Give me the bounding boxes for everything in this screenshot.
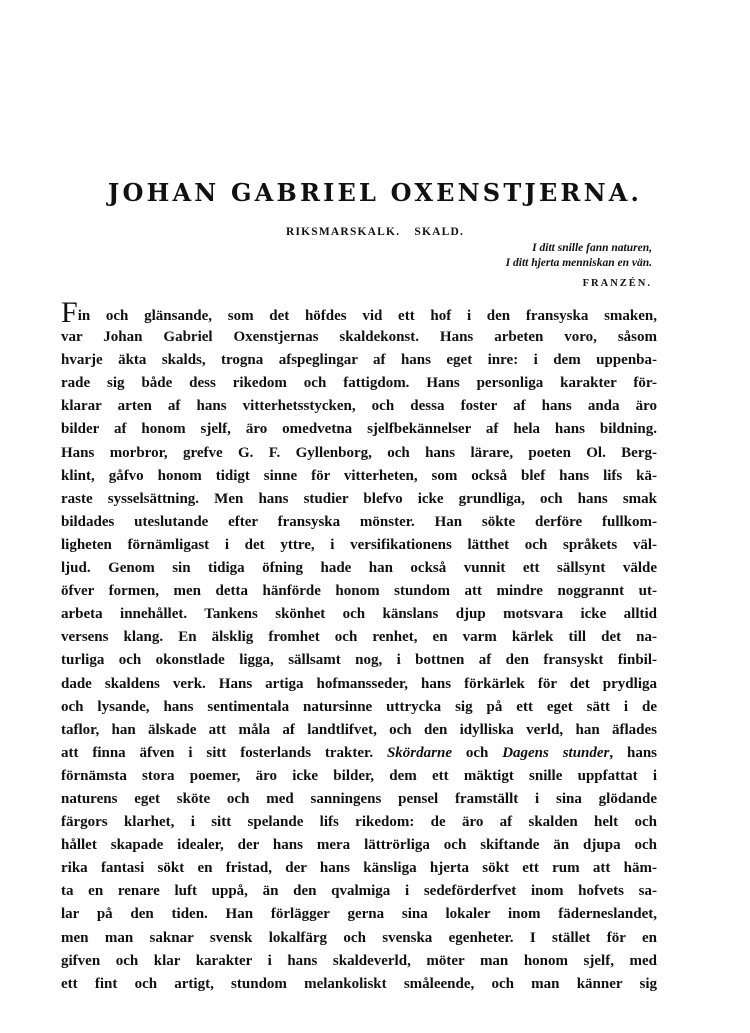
text-line: rika fantasi sökt en fristad, der hans känsliga hjerta sökt ett rum att häm- (61, 860, 657, 877)
text-line: ta en renare luft uppå, än den qvalmiga i sedeförderfvet inom hofvets sa- (61, 883, 657, 900)
text-line: versens klang. En älsklig fromhet och renhet, en varm kärlek till det na- (61, 629, 657, 646)
page-title: JOHAN GABRIEL OXENSTJERNA. (107, 178, 643, 207)
text-line: förnämsta stora poemer, äro icke bilder, dem ett mäktigt snille uppfattat i (61, 767, 657, 784)
text-line: arbeta innehållet. Tankens skönhet och känslans djup motsvara icke alltid (61, 606, 657, 623)
text-line: men man saknar svensk lokalfärg och svenska egenheter. I stället för en (61, 929, 657, 946)
text-line: bildades uteslutande efter fransyska mönster. Han sökte derföre fullkom- (61, 513, 657, 530)
text-line: raste sysselsättning. Men hans studier blefvo icke grundliga, och hans smak (61, 490, 657, 507)
text-line: var Johan Gabriel Oxenstjernas skaldekonst. Hans arbeten voro, såsom (61, 329, 657, 346)
text-line: turliga och okonstlade ligga, sällsamt nog, i bottnen af den fransyskt finbil- (61, 652, 657, 669)
text-line: hållet skapade idealer, der hans mera lättrörliga och skiftande än djupa och (61, 837, 657, 854)
drop-cap: F (61, 296, 78, 329)
text-line: att finna äfven i sitt fosterlands trakter. Skördarne och Dagens stunder, hans (61, 744, 658, 761)
text-line: färgors klarhet, i sitt spelande lifs rikedom: de äro af skalden helt och (61, 814, 657, 831)
epigraph-author: FRANZÉN. (582, 278, 652, 289)
text-line: gifven och klar karakter i hans skaldeverld, möter man honom sjelf, med (61, 952, 657, 969)
text-line: ett fint och artigt, stundom melankoliskt småleende, och man känner sig (61, 975, 657, 992)
body-text (61, 296, 658, 996)
text-line: dade skaldens verk. Hans artiga hofmansseder, hans förkärlek för det prydliga (61, 675, 657, 692)
text-line: ligheten förnämligast i det yttre, i versifikationens lätthet och språkets väl- (61, 536, 657, 553)
epigraph-line: I ditt hjerta menniskan en vän. (505, 257, 652, 269)
text-line: Hans morbror, grefve G. F. Gyllenborg, och hans lärare, poeten Ol. Berg- (61, 444, 657, 461)
text-line: Fin och glänsande, som det höfdes vid ett hof i den fransyska smaken, (61, 296, 657, 329)
work-title: Skördarne (386, 744, 452, 761)
text-line: och lysande, hans sentimentala natursinne uttrycka sig på ett eget sätt i de (61, 698, 657, 715)
text-line: hvarje äkta skalds, trogna afspeglingar af hans eget inre: i dem uppenba- (61, 352, 657, 369)
text-line: lar på den tiden. Han förlägger gerna sina lokaler inom fäderneslandet, (61, 906, 657, 923)
subtitle: RIKSMARSKALK. SKALD. (285, 226, 465, 238)
text-line: öfver formen, men detta hänförde honom stundom att mindre noggrannt ut- (61, 583, 657, 600)
epigraph-line: I ditt snille fann naturen, (532, 242, 652, 254)
text-line: naturens eget sköte och med sanningens pensel framställt i sina glödande (61, 790, 657, 807)
text-line: rade sig både dess rikedom och fattigdom. Hans personliga karakter för- (61, 375, 657, 392)
text-line: bilder af honom sjelf, äro omedvetna sjelfbekännelser af hela hans bildning. (61, 421, 657, 438)
text-line: taflor, han älskade att måla af landtlifvet, och den idylliska verld, han äflades (61, 721, 657, 738)
text-line: klarar arten af hans vitterhetsstycken, och dessa foster af hans anda äro (61, 398, 657, 415)
text-line: ljud. Genom sin tidiga öfning hade han också vunnit ett sällsynt välde (61, 560, 657, 577)
work-title: Dagens stunder (502, 744, 610, 761)
epigraph (506, 241, 652, 271)
text-line: klint, gåfvo honom tidigt sinne för vitterheten, som också blef hans lifs kä- (61, 467, 657, 484)
